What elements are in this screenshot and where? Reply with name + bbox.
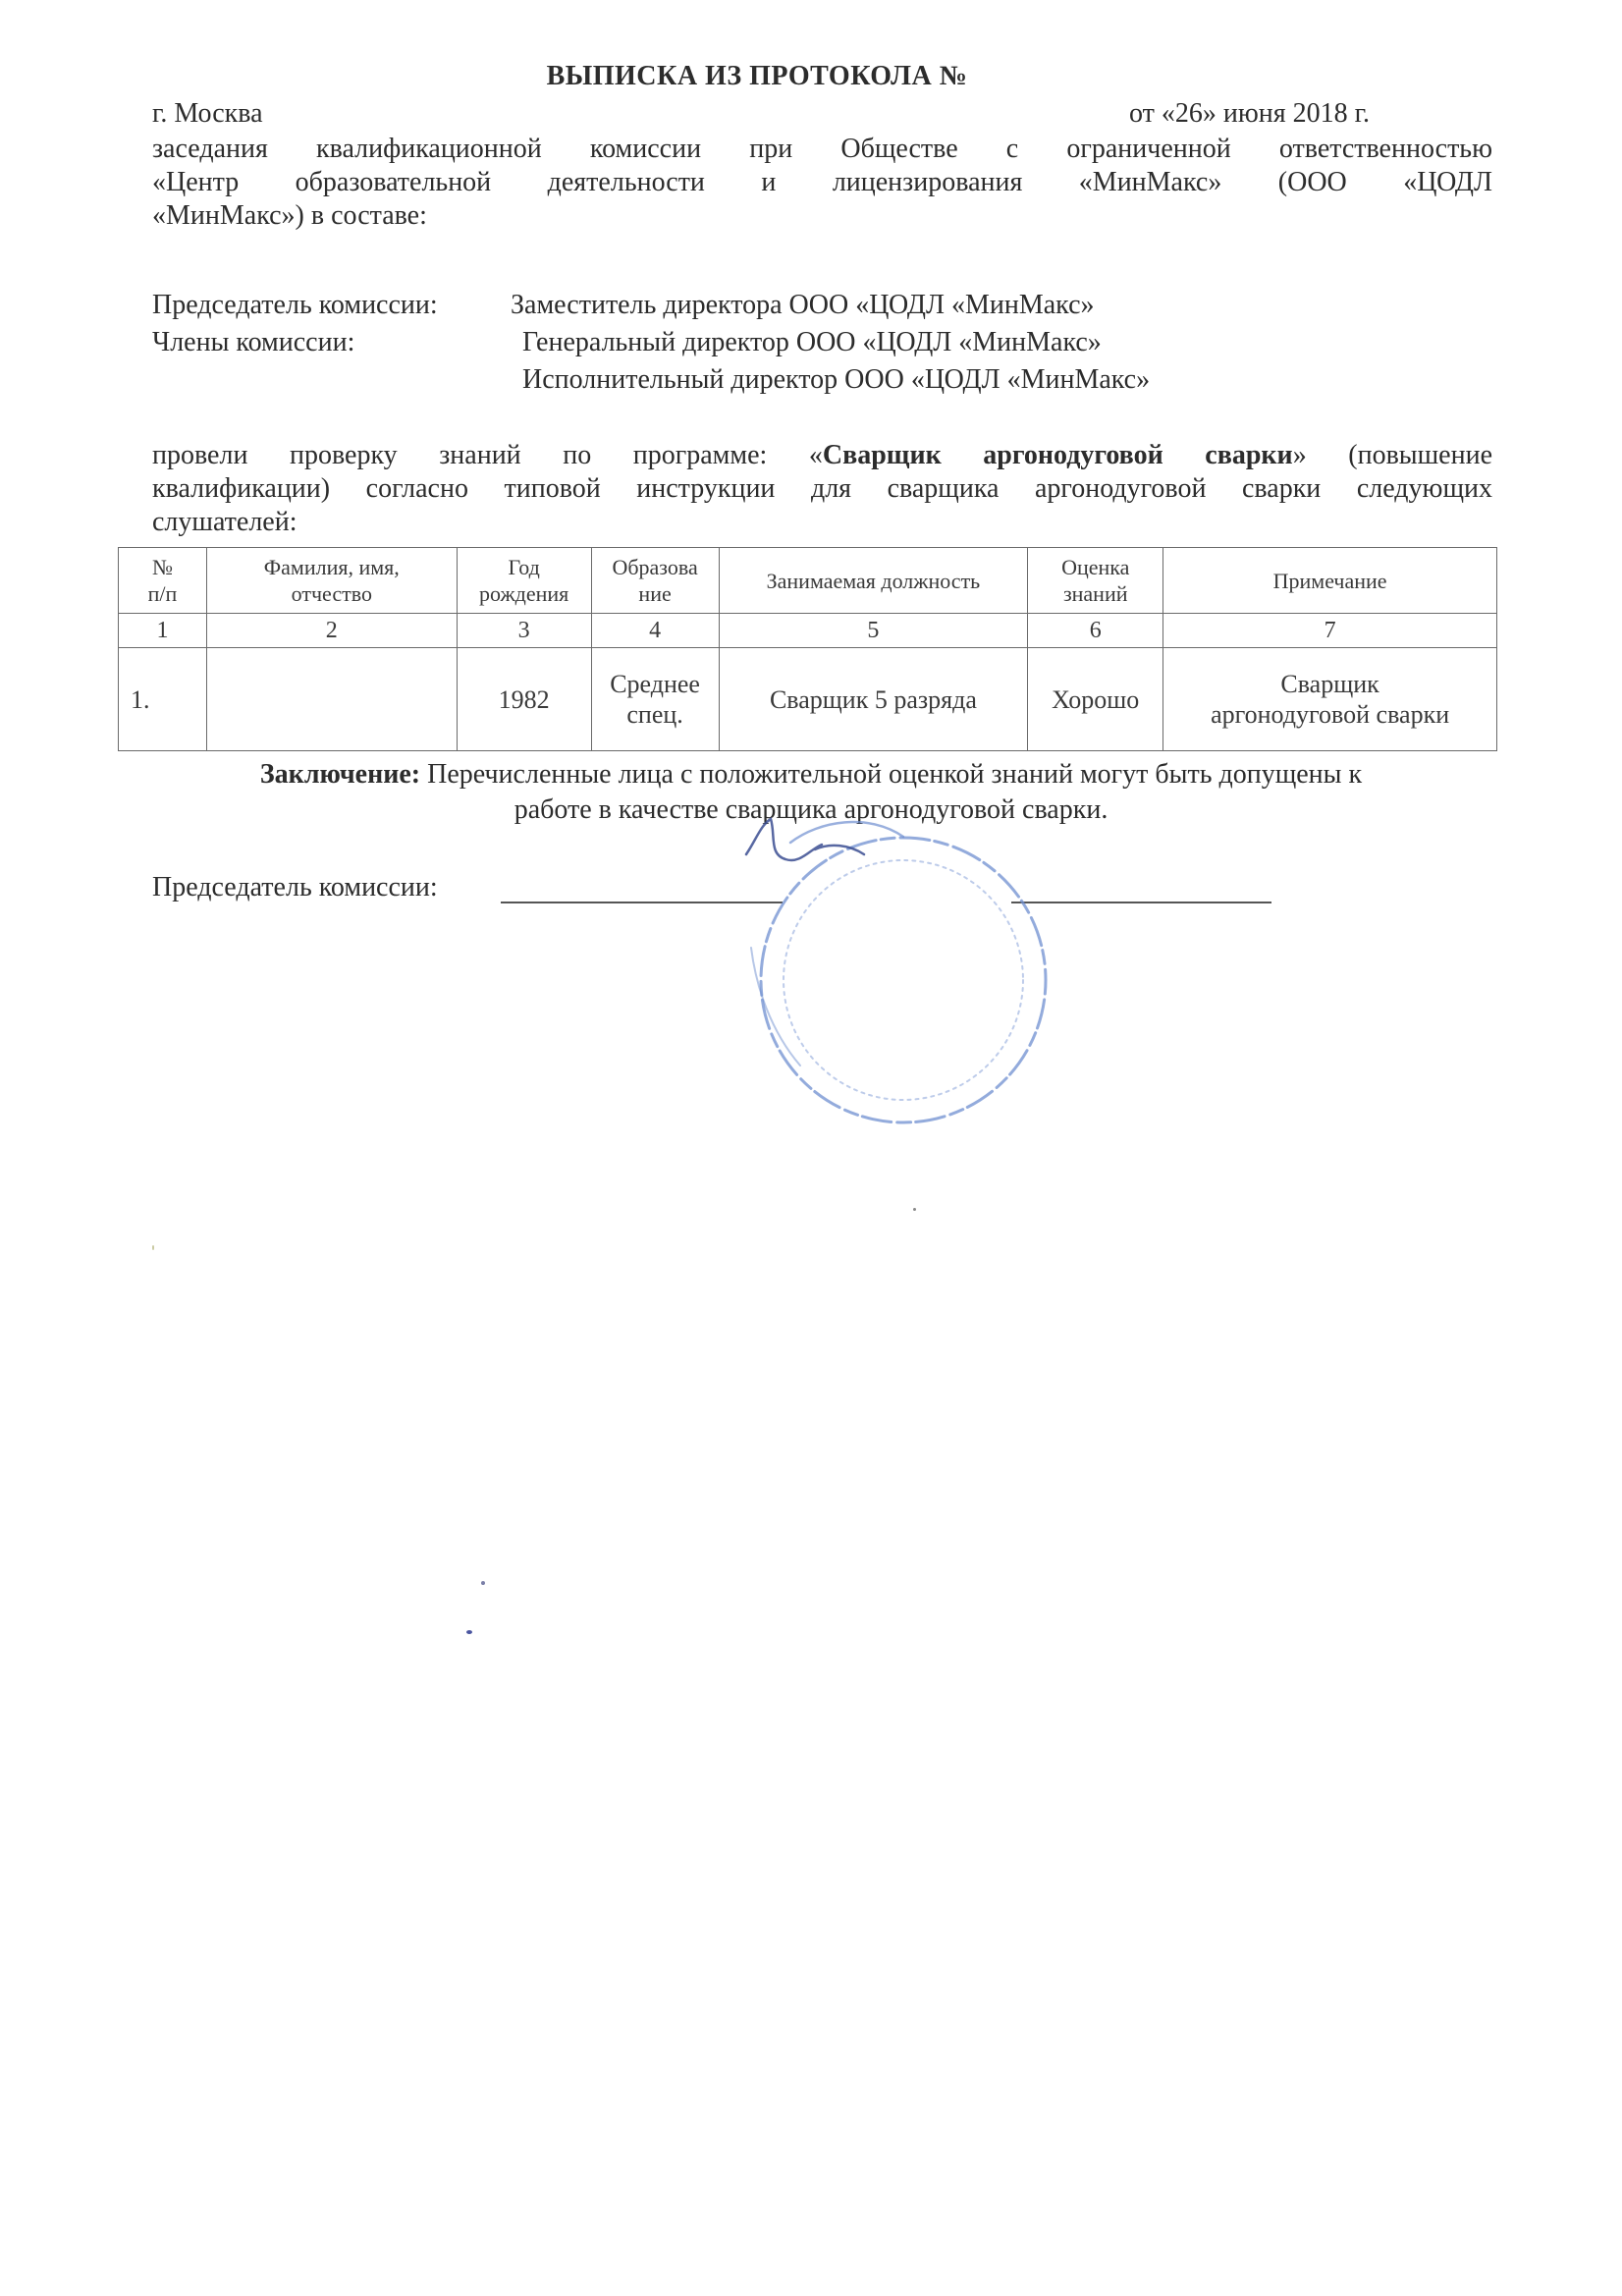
city: г. Москва — [152, 98, 263, 129]
program-line-3: слушателей: — [152, 507, 297, 537]
program-line-1 — [152, 439, 1492, 472]
header-text: № — [151, 555, 173, 579]
header-text: ние — [638, 581, 672, 606]
table-index-row — [119, 614, 1497, 648]
index-cell: 1 — [119, 614, 207, 648]
program-text-a: провели проверку знаний по программе: « — [152, 440, 823, 470]
table-header-row — [119, 548, 1497, 614]
scan-speck — [481, 1581, 485, 1585]
signature-label: Председатель комиссии: — [152, 872, 438, 902]
cell-education — [591, 648, 719, 751]
document-title — [0, 61, 1622, 92]
header-text: отчество — [291, 581, 372, 606]
col-header-name — [206, 548, 457, 614]
index-cell: 7 — [1163, 614, 1497, 648]
index-cell: 5 — [719, 614, 1028, 648]
cell-num: 1. — [119, 648, 207, 751]
member-2: Исполнительный директор ООО «ЦОДЛ «МинМакс» — [522, 364, 1151, 395]
scan-speck — [913, 1208, 916, 1211]
chair-label: Председатель комиссии: — [152, 290, 438, 320]
conclusion-text-1: Перечисленные лица с положительной оценкой знаний могут быть допущены к — [420, 759, 1363, 790]
program-line-2: квалификации) согласно типовой инструкции для сварщика аргонодуговой сварки следующих — [152, 473, 1492, 504]
scan-speck — [466, 1630, 472, 1634]
cell-text: Среднее — [610, 670, 700, 698]
col-header-position: Занимаемая должность — [719, 548, 1028, 614]
header-text: Образова — [612, 555, 698, 579]
cell-year: 1982 — [457, 648, 591, 751]
protocol-date: от «26» июня 2018 г. — [1129, 98, 1370, 129]
index-cell: 3 — [457, 614, 591, 648]
cell-text: спец. — [626, 700, 683, 729]
chair-value: Заместитель директора ООО «ЦОДЛ «МинМакс» — [511, 290, 1095, 320]
member-1: Генеральный директор ООО «ЦОДЛ «МинМакс» — [522, 327, 1102, 357]
program-text-b: » (повышение — [1292, 440, 1492, 470]
header-text: знаний — [1062, 581, 1128, 606]
cell-position: Сварщик 5 разряда — [719, 648, 1028, 751]
intro-line-2: «Центр образовательной деятельности и лицензирования «МинМакс» (ООО «ЦОДЛ — [152, 167, 1492, 197]
cell-grade: Хорошо — [1028, 648, 1163, 751]
cell-text: аргонодуговой сварки — [1211, 700, 1450, 729]
results-table — [118, 547, 1497, 751]
index-cell: 2 — [206, 614, 457, 648]
intro-paragraph — [152, 133, 1492, 233]
index-cell: 6 — [1028, 614, 1163, 648]
col-header-education — [591, 548, 719, 614]
scan-speck — [152, 1245, 154, 1250]
col-header-note: Примечание — [1163, 548, 1497, 614]
col-header-num — [119, 548, 207, 614]
cell-note — [1163, 648, 1497, 751]
intro-line-3: «МинМакс») в составе: — [152, 200, 427, 231]
intro-line-1: заседания квалификационной комиссии при Обществе с ограниченной ответственностью — [152, 134, 1492, 164]
col-header-year — [457, 548, 591, 614]
cell-text: Сварщик — [1280, 670, 1379, 698]
conclusion-text-2: работе в качестве сварщика аргонодуговой сварки. — [514, 794, 1108, 825]
stamp-seal-icon — [731, 815, 1065, 1139]
members-label: Члены комиссии: — [152, 327, 355, 357]
header-text: п/п — [147, 581, 178, 606]
index-cell: 4 — [591, 614, 719, 648]
header-text: Фамилия, имя, — [263, 555, 400, 579]
header-text: рождения — [479, 581, 569, 606]
cell-name — [206, 648, 457, 751]
header-text: Оценка — [1061, 555, 1130, 579]
program-paragraph — [152, 439, 1492, 539]
col-header-grade — [1028, 548, 1163, 614]
conclusion-label: Заключение: — [259, 759, 421, 790]
program-name: Сварщик аргонодуговой сварки — [822, 440, 1293, 470]
table-row — [119, 648, 1497, 751]
header-text: Год — [508, 555, 540, 579]
title-text: ВЫПИСКА ИЗ ПРОТОКОЛА № — [546, 61, 968, 91]
